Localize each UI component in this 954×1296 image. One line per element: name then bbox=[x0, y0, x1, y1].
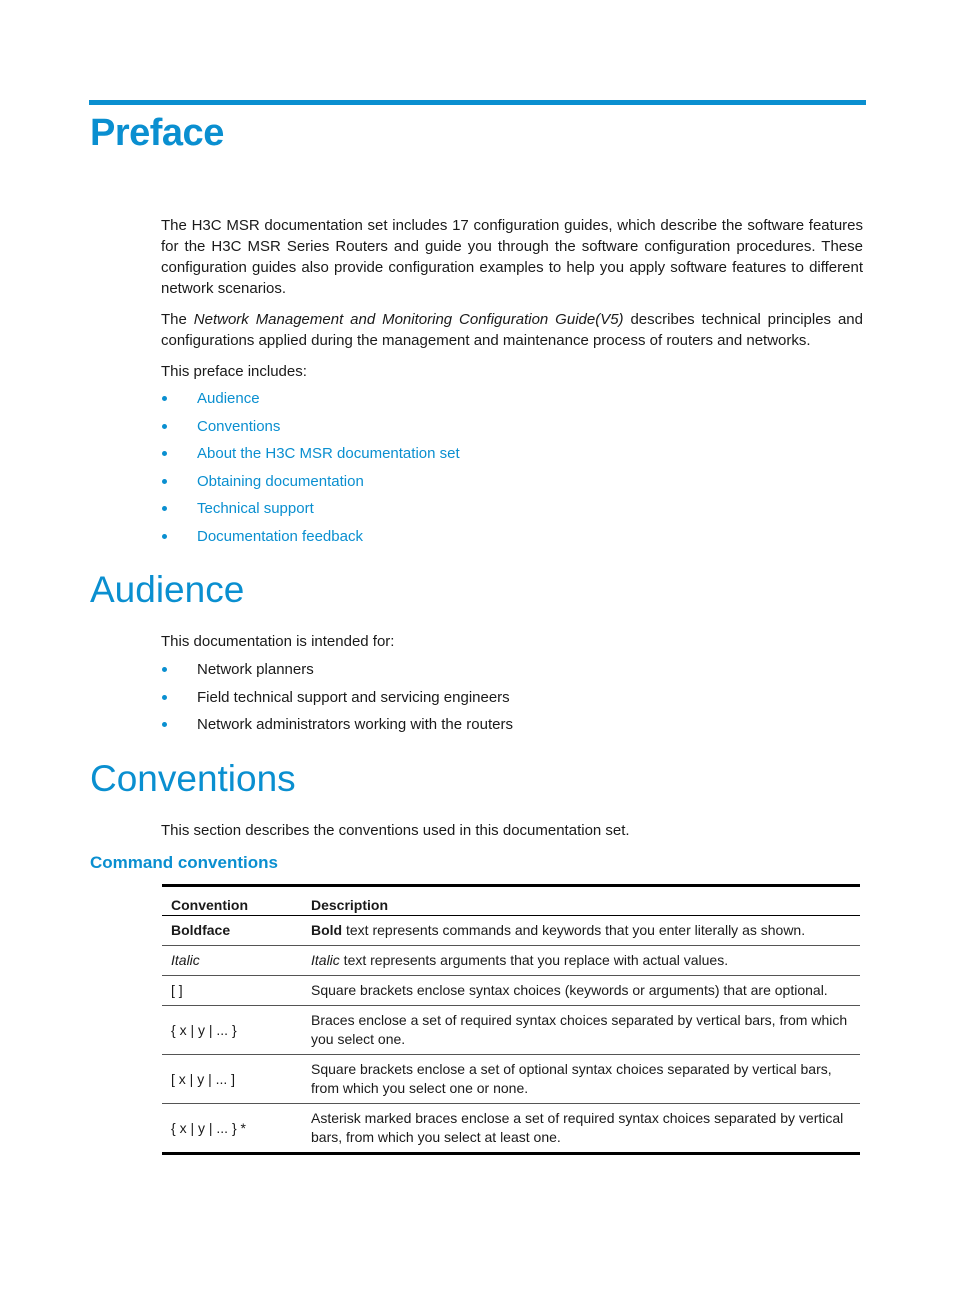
bullet-icon bbox=[162, 424, 167, 429]
header-convention: Convention bbox=[162, 886, 302, 916]
preface-paragraph-1: The H3C MSR documentation set includes 17 configuration guides, which describe the software features for the H3C MSR Series Routers and guide you through the software configuration procedures. These configuration guides also provide configuration examples to help you apply software features to different network scenarios. bbox=[161, 217, 863, 297]
list-item bbox=[161, 687, 513, 715]
convention-cell: { x | y | ... } bbox=[162, 1006, 302, 1055]
conventions-heading: Conventions bbox=[90, 758, 296, 799]
toc-link-audience[interactable]: Audience bbox=[197, 390, 260, 407]
preface-paragraph-2 bbox=[161, 309, 863, 351]
page-title: Preface bbox=[90, 112, 224, 154]
conventions-intro: This section describes the conventions used in this documentation set. bbox=[161, 822, 630, 839]
audience-item: Field technical support and servicing engineers bbox=[197, 688, 510, 706]
convention-cell: Italic bbox=[162, 946, 302, 976]
toc-item-conventions bbox=[161, 416, 460, 444]
bullet-icon bbox=[162, 534, 167, 539]
description-cell bbox=[302, 916, 860, 946]
table-row bbox=[162, 976, 860, 1006]
convention-cell: { x | y | ... } * bbox=[162, 1104, 302, 1154]
p2-post: describes technical principles and configurations applied during the management and maintenance process of routers and networks. bbox=[161, 311, 863, 349]
table-row bbox=[162, 916, 860, 946]
list-item bbox=[161, 714, 513, 742]
audience-item: Network administrators working with the routers bbox=[197, 716, 513, 734]
description-cell bbox=[302, 946, 860, 976]
desc-lead: Italic bbox=[311, 952, 340, 968]
guide-title: Network Management and Monitoring Configuration Guide(V5) bbox=[193, 311, 624, 328]
convention-cell: [ x | y | ... ] bbox=[162, 1055, 302, 1104]
preface-toc bbox=[161, 388, 460, 554]
toc-link-conventions[interactable]: Conventions bbox=[197, 417, 281, 435]
description-cell: Asterisk marked braces enclose a set of required syntax choices separated by vertical bars, from which you select at least one. bbox=[302, 1104, 860, 1154]
table-row bbox=[162, 1055, 860, 1104]
convention-cell: [ ] bbox=[162, 976, 302, 1006]
toc-link-about[interactable]: About the H3C MSR documentation set bbox=[197, 445, 460, 463]
toc-item-about bbox=[161, 443, 460, 471]
top-rule bbox=[89, 100, 866, 105]
table-row bbox=[162, 1006, 860, 1055]
audience-list bbox=[161, 659, 513, 742]
table-row bbox=[162, 1104, 860, 1154]
header-description: Description bbox=[302, 886, 860, 916]
toc-item-audience bbox=[161, 388, 460, 416]
toc-item-support bbox=[161, 498, 460, 526]
table-row bbox=[162, 946, 860, 976]
audience-heading: Audience bbox=[90, 569, 245, 610]
bullet-icon bbox=[162, 695, 167, 700]
bullet-icon bbox=[162, 396, 167, 401]
desc-lead: Bold bbox=[311, 922, 343, 938]
toc-link-feedback[interactable]: Documentation feedback bbox=[197, 527, 363, 545]
audience-item: Network planners bbox=[197, 661, 314, 678]
command-conventions-table bbox=[162, 884, 860, 1155]
convention-cell: Boldface bbox=[171, 922, 231, 938]
command-conventions-heading: Command conventions bbox=[90, 853, 278, 872]
bullet-icon bbox=[162, 451, 167, 456]
toc-item-feedback bbox=[161, 526, 460, 554]
preface-includes: This preface includes: bbox=[161, 363, 307, 380]
description-cell: Square brackets enclose a set of optional syntax choices separated by vertical bars, from which you select one or none. bbox=[302, 1055, 860, 1104]
bullet-icon bbox=[162, 479, 167, 484]
bullet-icon bbox=[162, 506, 167, 511]
list-item bbox=[161, 659, 513, 687]
description-cell: Braces enclose a set of required syntax choices separated by vertical bars, from which you select one. bbox=[302, 1006, 860, 1055]
table-header-row bbox=[162, 886, 860, 916]
bullet-icon bbox=[162, 722, 167, 727]
desc-text: text represents arguments that you replace with actual values. bbox=[339, 952, 729, 968]
audience-intro: This documentation is intended for: bbox=[161, 633, 395, 650]
toc-link-obtaining[interactable]: Obtaining documentation bbox=[197, 472, 364, 490]
description-cell: Square brackets enclose syntax choices (keywords or arguments) that are optional. bbox=[302, 976, 860, 1006]
bullet-icon bbox=[162, 667, 167, 672]
toc-link-support[interactable]: Technical support bbox=[197, 500, 314, 518]
p2-pre: The bbox=[161, 311, 194, 328]
toc-item-obtaining bbox=[161, 471, 460, 499]
desc-text: text represents commands and keywords that you enter literally as shown. bbox=[342, 922, 806, 938]
